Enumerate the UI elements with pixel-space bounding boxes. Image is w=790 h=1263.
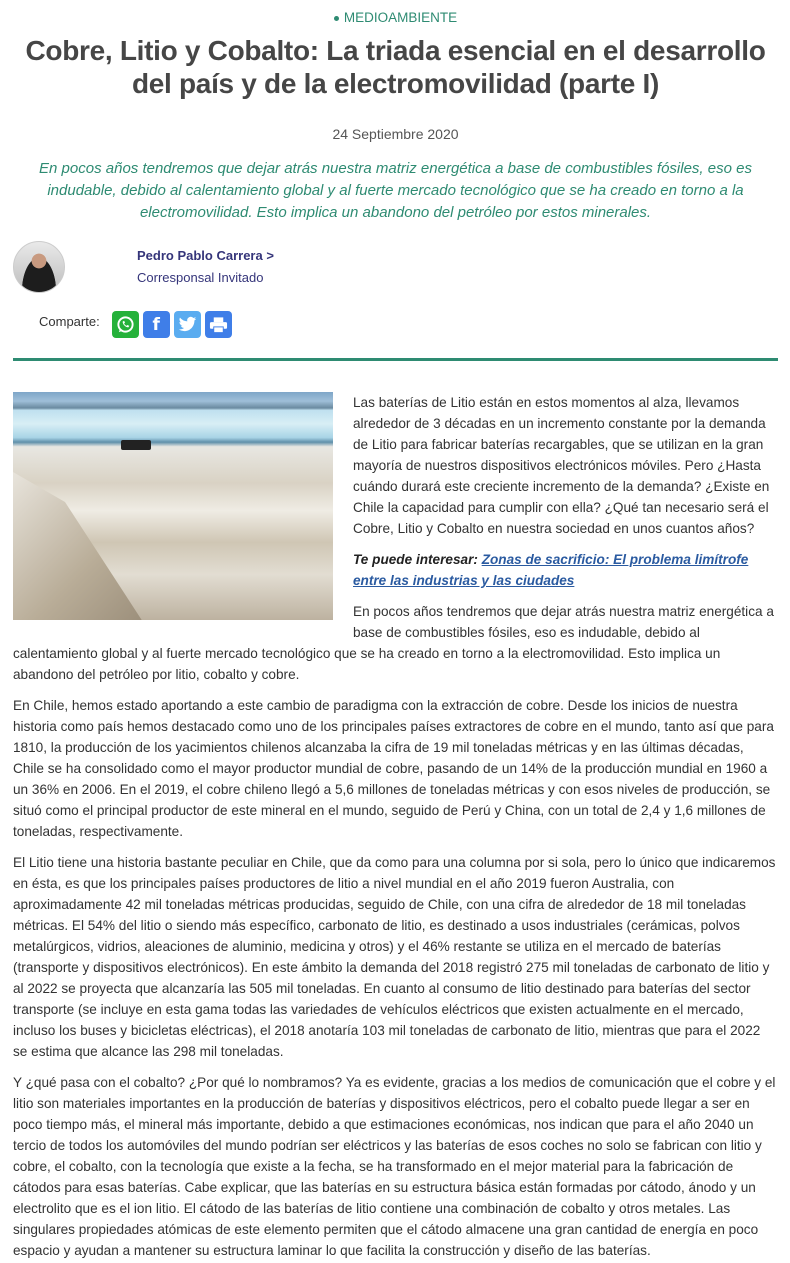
- avatar[interactable]: [13, 241, 65, 293]
- facebook-icon: f: [152, 314, 160, 335]
- paragraph: Las baterías de Litio están en estos momentos al alza, llevamos alrededor de 3 décadas en un incremento constante por la demanda de Litio para fabricar baterías recargables, que se utilizan en la gran mayoría de nuestros dispositivos electrónicos móviles. Pero ¿Hasta cuándo durará este creciente incremento de la demanda? ¿Existe en Chile la capacidad para cumplir con ella? ¿Qué tan necesario será el Cobre, Litio y Cobalto en nuestra sociedad en unos cuantos años?: [353, 395, 770, 536]
- paragraph: Y ¿qué pasa con el cobalto? ¿Por qué lo nombramos? Ya es evidente, gracias a los medios de comunicación que el cobre y el litio son materiales importantes en la producción de baterías y dispositivos eléctricos, pero el cobalto puede llegar a ser en poco tiempo más, el mineral más importante, debido a que estimaciones económicas, nos indican que para el año 2040 un tercio de todos los automóviles del mundo podrían ser eléctricos y las baterías de esos coches no solo se fabrican con litio y cobre, el cobalto, con la tecnología que existe a la fecha, se ha transformado en el mejor material para la fabricación de cátodos para esas baterías. Cabe explicar, que las baterías en su estructura básica están formadas por cátodo, ánodo y un electrolito que es el ion litio. El cátodo de las baterías de litio contiene una combinación de cobalto y otros metales. Las singulares propiedades atómicas de este elemento permiten que el cátodo almacene una gran cantidad de energía en poco espacio y ayudan a mantener su estructura laminar lo que facilita la construcción y diseño de las baterías.: [13, 1075, 776, 1258]
- paragraph: El Litio tiene una historia bastante peculiar en Chile, que da como para una columna por si sola, pero lo único que indicaremos en ésta, es que los principales países productores de litio a nivel mundial en el año 2019 fueron Australia, con aproximadamente 42 mil toneladas métricas producidas, seguido de Chile, con una cifra de alrededor de 18 mil toneladas métricas. El 54% del litio o siendo más específico, carbonato de litio, es destinado a usos industriales (cerámicas, polvos metalúrgicos, vidrios, aleaciones de aluminio, medicina y otros) y el 46% restante se utiliza en el mercado de baterías (transporte y dispositivos electrónicos). En este ámbito la demanda del 2018 registró 275 mil toneladas de carbonato de litio y al 2022 se proyecta que alcanzaría las 505 mil toneladas. En cuanto al consumo de litio destinado para baterías del sector transporte (se incluye en esta gama todas las variedades de vehículos eléctricos que existen actualmente en el mercado, incluso los buses y bicicletas eléctricas), el 2018 anotaría 103 mil toneladas de carbonato de litio, mientras que para el 2022 se estima que alcance las 298 mil toneladas.: [13, 855, 776, 1059]
- share-twitter-button[interactable]: [174, 311, 201, 338]
- bullet-icon: [334, 16, 339, 21]
- share-facebook-button[interactable]: [143, 311, 170, 338]
- salt-flat-photo: [13, 392, 333, 620]
- author-name-link[interactable]: Pedro Pablo Carrera >: [137, 248, 274, 263]
- divider: [13, 358, 778, 361]
- page-title: Cobre, Litio y Cobalto: La triada esencial en el desarrollo del país y de la electromovilidad (parte I): [25, 35, 766, 99]
- share-bar: [39, 311, 778, 338]
- related-article-link[interactable]: Zonas de sacrificio: El problema limítrofe entre las industrias y las ciudades: [353, 552, 749, 588]
- related-label: Te puede interesar:: [353, 552, 478, 567]
- share-label: Comparte:: [39, 314, 100, 329]
- article-body: [13, 392, 778, 1261]
- category-tag[interactable]: [13, 10, 778, 28]
- print-icon: [209, 316, 228, 334]
- twitter-icon: [178, 316, 197, 333]
- print-button[interactable]: [205, 311, 232, 338]
- whatsapp-icon: [116, 315, 135, 334]
- author-block: [13, 241, 778, 293]
- photo-terrain: [13, 472, 143, 620]
- paragraph: En pocos años tendremos que dejar atrás nuestra matriz energética a base de combustibles fósiles, eso es indudable, debido al calentamiento global y al fuerte mercado tecnológico que se ha creado en torno a la electromovilidad. Esto implica un abandono del petróleo por litio, cobalto y cobre.: [13, 604, 774, 682]
- article-page: [0, 10, 790, 1261]
- category-label: MEDIOAMBIENTE: [343, 10, 458, 25]
- publish-date: 24 Septiembre 2020: [332, 126, 459, 142]
- paragraph: En Chile, hemos estado aportando a este cambio de paradigma con la extracción de cobre. Desde los inicios de nuestra historia como país hemos destacado como uno de los principales países extractores de cobre en el mundo, tanto así que para 1810, la producción de los yacimientos chilenos alcanzaba la cifra de 19 mil toneladas métricas y en las últimas décadas, Chile se ha consolidado como el mayor productor mundial de cobre, pasando de un 14% de la producción mundial en 1960 a un 36% en 2006. En el 2019, el cobre chileno llegó a 5,6 millones de toneladas métricas y con esos niveles de producción, se situó como el principal productor de este mineral en el mundo, seguido de Perú y China, con un total de 2,4 y 1,6 millones de toneladas, respectivamente.: [13, 698, 774, 839]
- author-role: Corresponsal Invitado: [137, 270, 264, 285]
- photo-truck: [121, 440, 151, 450]
- article-lead: En pocos años tendremos que dejar atrás nuestra matriz energética a base de combustibles fósiles, eso es indudable, debido al calentamiento global y al fuerte mercado tecnológico que se ha creado en torno a la electromovilidad. Esto implica un abandono del petróleo por estos minerales.: [39, 160, 752, 221]
- share-whatsapp-button[interactable]: [112, 311, 139, 338]
